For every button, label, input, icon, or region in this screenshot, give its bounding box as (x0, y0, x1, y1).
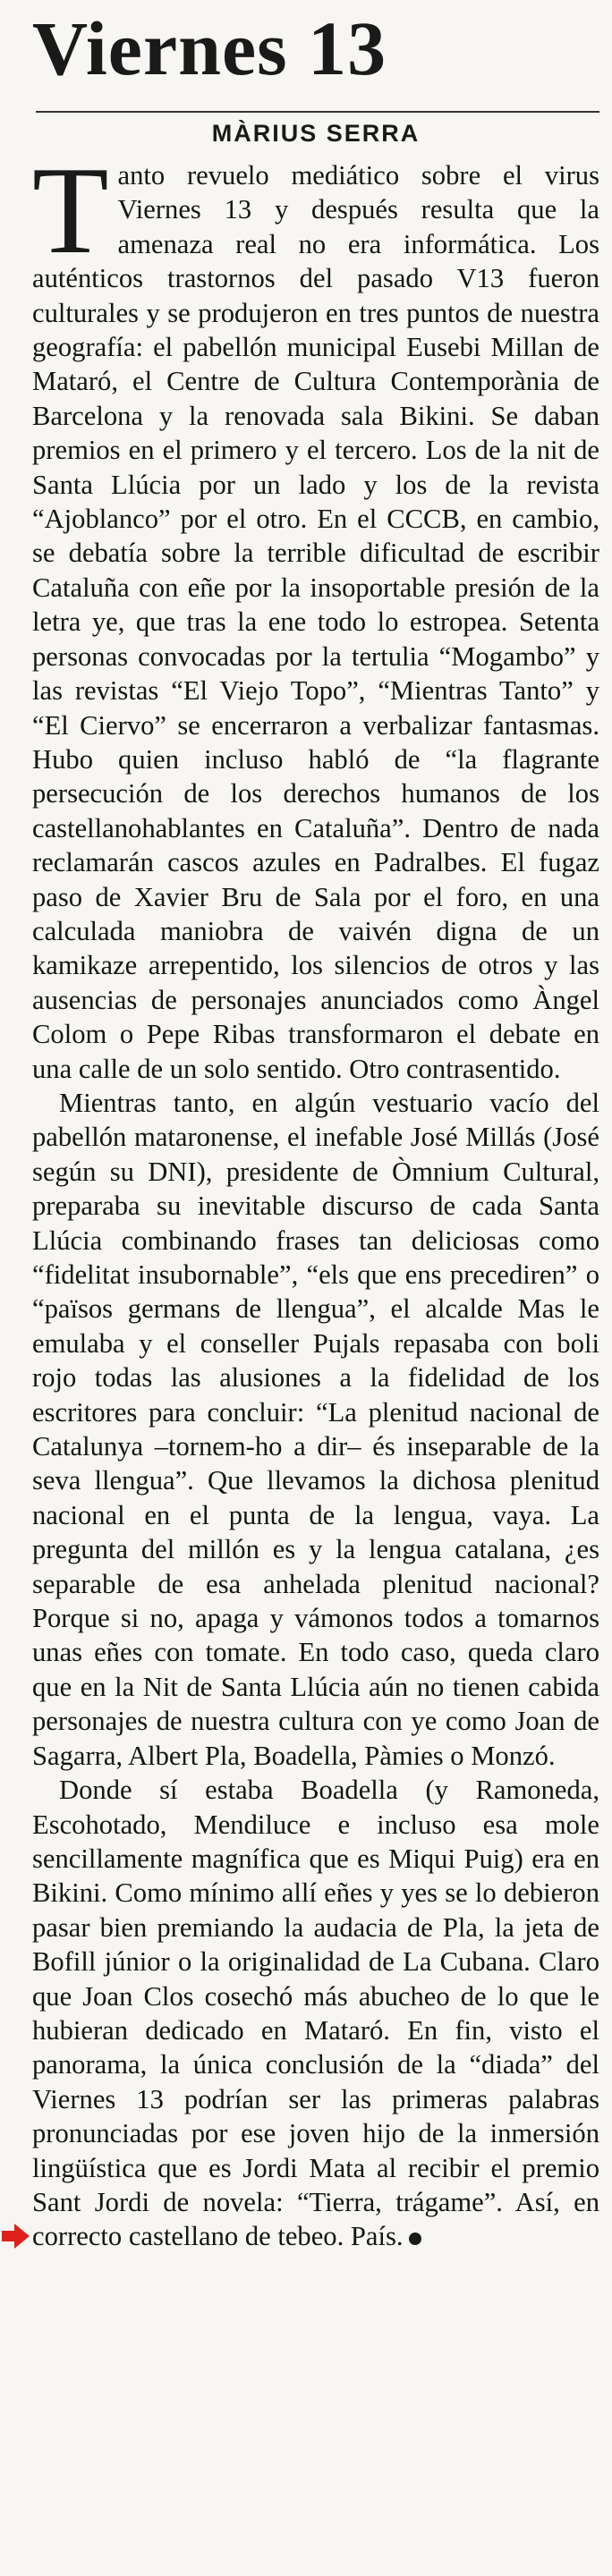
red-arrow-marker-icon (2, 2223, 30, 2250)
end-mark-icon (409, 2233, 421, 2245)
author-byline: MÀRIUS SERRA (211, 120, 421, 147)
article-title: Viernes 13 (32, 5, 387, 91)
paragraph-2 (32, 1086, 599, 1773)
title-rule (36, 111, 599, 113)
paragraph-3 (32, 1773, 599, 2254)
paragraph-2-text: Mientras tanto, en algún vestuario vacío del pabellón mataronense, el inefable José Millás (José según su DNI), presidente de Òmnium Cultural, preparaba su inevitable discurso de cada Santa Llúcia combinando frases tan deliciosas como “fidelitat insubornable”, “els que ens precediren” o “països germans de llengua”, el alcalde Mas le emulaba y el conseller Pujals repasaba con boli rojo todas las alusiones a la fidelidad de los escritores para concluir: “La plenitud nacional de Catalunya –tornem-ho a dir– és inseparable de la seva llengua”. Que llevamos la dichosa plenitud nacional en el punta de la lengua, vaya. La pregunta del millón es y la lengua catalana, ¿es separable de esa anhelada plenitud nacional? Porque si no, apaga y vámonos todos a tomarnos unas eñes con tomate. En todo caso, queda claro que en la Nit de Santa Llúcia aún no tienen cabida personajes de nuestra cultura con ye como Joan de Sagarra, Albert Pla, Boadella, Pàmies o Monzó. (32, 1087, 599, 1771)
paragraph-1 (32, 141, 599, 1086)
paragraph-1-text: anto revuelo mediático sobre el virus Viernes 13 y después resulta que la amenaza real no era informática. Los auténticos trastornos del pasado V13 fueron culturales y se produjeron en tres puntos de nuestra geografía: el pabellón municipal Eusebi Millan de Mataró, el Centre de Cultura Contemporània de Barcelona y la renovada sala Bikini. Se daban premios en el primero y el tercero. Los de la nit de Santa Llúcia por un lado y los de la revista “Ajoblanco” por el otro. En el CCCB, en cambio, se debatía sobre la terrible dificultad de escribir Cataluña con eñe por la insoportable presión de la letra ye, que tras la ene todo lo estropea. Setenta personas convocadas por la tertulia “Mogambo” y las revistas “El Viejo Topo”, “Mientras Tanto” y “El Ciervo” se encerraron a verbalizar fantasmas. Hubo quien incluso habló de “la flagrante persecución de los derechos humanos de los castellanohablantes en Cataluña”. Dentro de nada reclamarán cascos azules en Padralbes. El fugaz paso de Xavier Bru de Sala por el foro, en una calculada maniobra de vaivén digna de un kamikaze arrepentido, los silencios de otros y las ausencias de personajes anunciados como Àngel Colom o Pepe Ribas transformaron el debate en una calle de un solo sentido. Otro contrasentido. (32, 160, 599, 1084)
article-body (32, 141, 599, 2254)
paragraph-3-text: Donde sí estaba Boadella (y Ramoneda, Escohotado, Mendiluce e incluso esa mole sencillamente magnífica que es Miqui Puig) era en Bikini. Como mínimo allí eñes y yes se lo debieron pasar bien premiando la audacia de Pla, la jeta de Bofill júnior o la originalidad de La Cubana. Claro que Joan Clos cosechó más abucheo de lo que le hubieran dedicado en Mataró. En fin, visto el panorama, la única conclusión de la “diada” del Viernes 13 podrían ser las primeras palabras pronunciadas por ese joven hijo de la inmersión lingüística que es Jordi Mata al recibir el premio Sant Jordi de novela: “Tierra, trágame”. Así, en correcto castellano de tebeo. País. (32, 1775, 599, 2252)
drop-cap: T (32, 141, 109, 280)
